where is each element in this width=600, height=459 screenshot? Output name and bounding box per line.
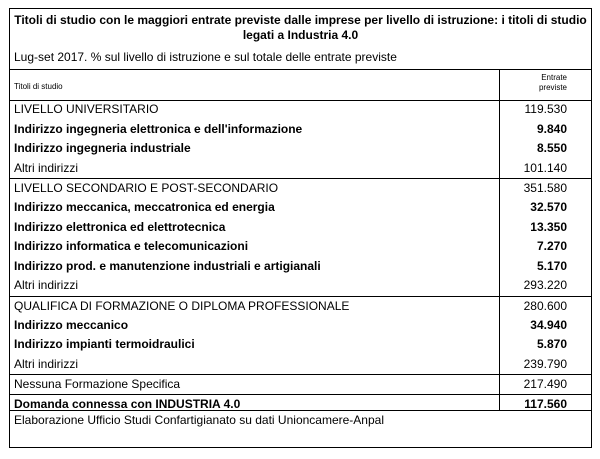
row-value: 13.350	[530, 219, 567, 234]
table-row	[10, 316, 591, 336]
row-value: 9.840	[536, 121, 567, 136]
table-row	[10, 159, 591, 179]
row-label: LIVELLO SECONDARIO E POST-SECONDARIO	[14, 181, 279, 196]
row-label: Domanda connessa con INDUSTRIA 4.0	[14, 396, 241, 411]
row-value: 5.870	[536, 337, 567, 352]
row-label: Indirizzo impianti termoidraulici	[14, 337, 195, 352]
table-row	[10, 374, 591, 394]
row-label: QUALIFICA DI FORMAZIONE O DIPLOMA PROFESSIONALE	[14, 298, 350, 313]
row-label: Altri indirizzi	[14, 356, 79, 371]
row-label: Indirizzo prod. e manutenzione industriali e artigianali	[14, 258, 321, 273]
table-body	[10, 100, 591, 414]
row-label: Altri indirizzi	[14, 278, 79, 293]
row-value: 280.600	[523, 298, 567, 313]
row-value: 239.790	[523, 356, 567, 371]
table-row	[10, 100, 591, 120]
row-value: 8.550	[536, 141, 567, 156]
table-row	[10, 198, 591, 218]
row-value: 119.530	[524, 102, 567, 116]
header-col-entrate	[539, 73, 567, 93]
table-subtitle: Lug-set 2017. % sul livello di istruzione e sul totale delle entrate previste	[14, 50, 397, 64]
table-row	[10, 218, 591, 238]
source-note	[10, 410, 591, 429]
table-row	[10, 178, 591, 198]
row-value: 7.270	[536, 239, 567, 254]
table-row	[10, 237, 591, 257]
row-label: Indirizzo meccanica, meccatronica ed energia	[14, 199, 275, 214]
table-title: Titoli di studio con le maggiori entrate previste dalle imprese per livello di istruzione: i titoli di studio legati a Industria 4.0	[14, 13, 587, 42]
table-row	[10, 139, 591, 159]
header-col-titoli: Titoli di studio	[14, 82, 63, 91]
row-label: Altri indirizzi	[14, 160, 79, 175]
row-value: 117.560	[524, 396, 567, 411]
row-label: Nessuna Formazione Specifica	[14, 377, 181, 392]
row-label: Indirizzo ingegneria industriale	[14, 141, 191, 156]
row-label: Indirizzo ingegneria elettronica e dell'informazione	[14, 121, 303, 136]
row-value: 32.570	[530, 199, 567, 214]
row-value: 293.220	[523, 278, 567, 293]
row-label: Indirizzo meccanico	[14, 317, 129, 332]
table-row	[10, 276, 591, 296]
table-row	[10, 355, 591, 375]
row-label: LIVELLO UNIVERSITARIO	[14, 102, 159, 116]
table-row	[10, 335, 591, 355]
table-header	[10, 69, 591, 101]
row-label: Indirizzo elettronica ed elettrotecnica	[14, 219, 226, 234]
row-value: 351.580	[523, 181, 567, 196]
header-col-entrate-line1: Entrate	[541, 73, 567, 82]
table-row	[10, 257, 591, 277]
row-value: 101.140	[523, 160, 567, 175]
source-text: Elaborazione Ufficio Studi Confartigianato su dati Unioncamere-Anpal	[14, 413, 384, 427]
row-value: 34.940	[530, 317, 567, 332]
header-col-entrate-line2: previste	[538, 83, 567, 92]
row-value: 5.170	[536, 258, 567, 273]
row-value: 217.490	[523, 377, 567, 392]
table-row	[10, 120, 591, 140]
row-label: Indirizzo informatica e telecomunicazioni	[14, 239, 249, 254]
table-frame	[9, 8, 592, 448]
table-row	[10, 296, 591, 316]
